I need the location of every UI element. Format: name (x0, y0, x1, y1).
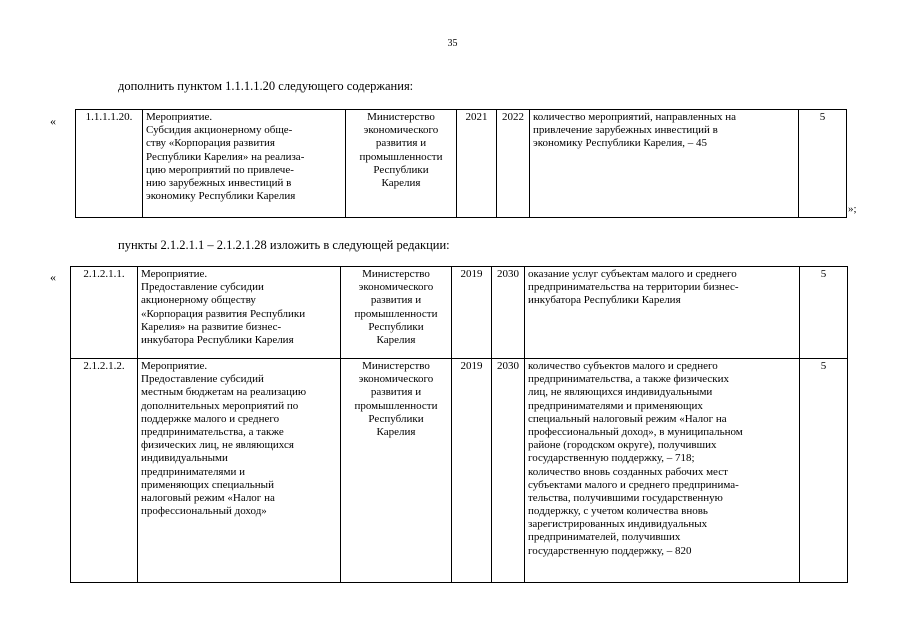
cell-indicator: оказание услуг субъектам малого и среднего предпринимательства на территории бизнес- инкубатора Республики Карелия (525, 267, 800, 359)
cell-executor: Министерство экономического развития и промышленности Республики Карелия (341, 359, 452, 583)
intro-paragraph-1: дополнить пунктом 1.1.1.1.20 следующего содержания: (118, 79, 414, 93)
cell-start-year: 2019 (452, 359, 492, 583)
cell-end-year: 2030 (492, 359, 525, 583)
open-quote-1: « (50, 114, 56, 128)
cell-executor: Министерство экономического развития и промышленности Республики Карелия (341, 267, 452, 359)
cell-code: 5 (799, 110, 847, 218)
cell-number: 2.1.2.1.2. (71, 359, 138, 583)
cell-start-year: 2019 (452, 267, 492, 359)
table-2 (70, 266, 848, 583)
cell-end-year: 2022 (497, 110, 530, 218)
page-number: 35 (447, 38, 458, 49)
cell-number: 2.1.2.1.1. (71, 267, 138, 359)
table-row (71, 267, 848, 359)
cell-executor: Министерство экономического развития и промышленности Республики Карелия (346, 110, 457, 218)
cell-event: Мероприятие. Предоставление субсидий местным бюджетам на реализацию дополнительных мероприятий по поддержке малого и среднего предпринимательства, а также физических лиц, не являющихся индивидуальными предпринимателями и применяющих специальный налоговый режим «Налог на профессиональный доход» (138, 359, 341, 583)
cell-event: Мероприятие. Предоставление субсидии акционерному обществу «Корпорация развития Республики Карелия» на развитие бизнес- инкубатора Республики Карелия (138, 267, 341, 359)
cell-code: 5 (800, 359, 848, 583)
intro-paragraph-2: пункты 2.1.2.1.1 – 2.1.2.1.28 изложить в следующей редакции: (118, 238, 450, 252)
table-row (76, 110, 847, 218)
cell-code: 5 (800, 267, 848, 359)
cell-indicator: количество субъектов малого и среднего предпринимательства, а также физических лиц, не являющихся индивидуальными предпринимателями и применяющих специальный налоговый режим «Налог на профессиональный доход», в муниципальном районе (городском округе), получивших государственную поддержку, – 718; количество вновь созданных рабочих мест субъектами малого и среднего предпринима- тельства, получившими государственную поддержку, с учетом количества вновь зарегистрированных индивидуальных предпринимателей, получивших государственную поддержку, – 820 (525, 359, 800, 583)
cell-event: Мероприятие. Субсидия акционерному обще- ству «Корпорация развития Республики Карелия» на реализа- цию мероприятий по привлече- нию зарубежных инвестиций в экономику Республики Карелия (143, 110, 346, 218)
cell-number: 1.1.1.1.20. (76, 110, 143, 218)
table-1 (75, 109, 847, 218)
table-row (71, 359, 848, 583)
open-quote-2: « (50, 270, 56, 284)
close-quote-1: »; (848, 203, 857, 215)
cell-indicator: количество мероприятий, направленных на привлечение зарубежных инвестиций в экономику Республики Карелия, – 45 (530, 110, 799, 218)
cell-start-year: 2021 (457, 110, 497, 218)
cell-end-year: 2030 (492, 267, 525, 359)
